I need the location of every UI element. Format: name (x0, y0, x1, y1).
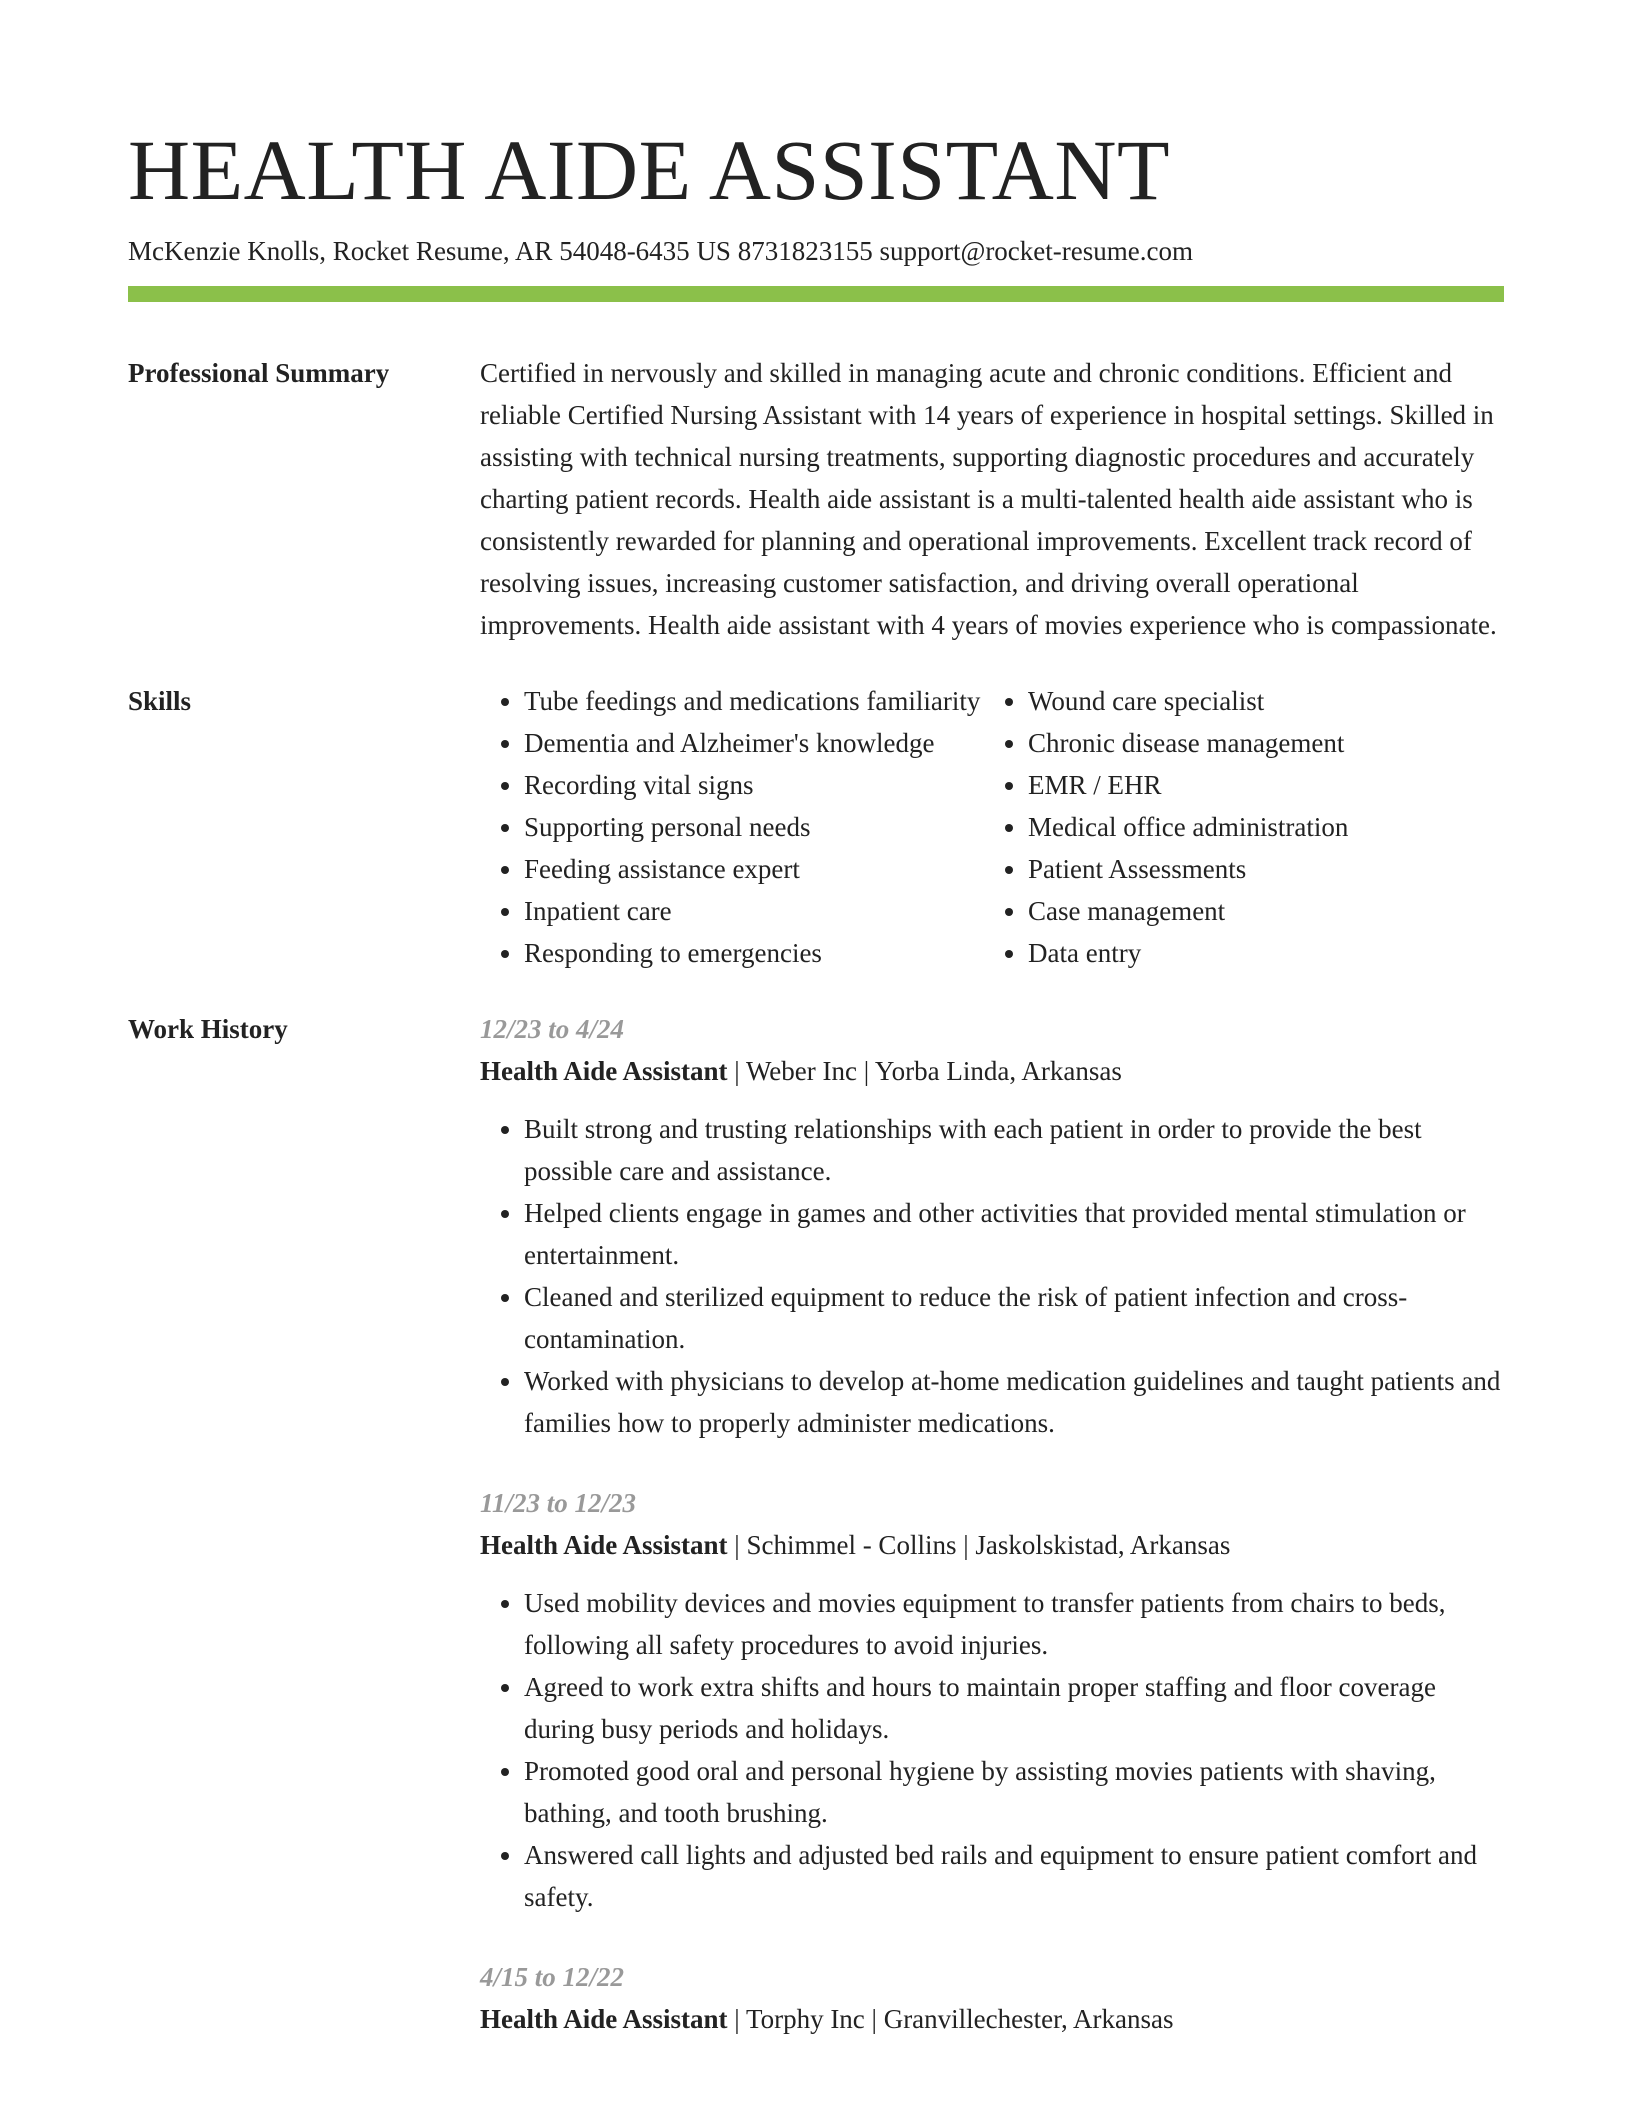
job-details: | Schimmel - Collins | Jaskolskistad, Arkansas (727, 1530, 1231, 1560)
skill-item: • Dementia and Alzheimer's knowledge (524, 722, 984, 764)
job-title: Health Aide Assistant (480, 1530, 728, 1560)
skill-item: • Responding to emergencies (524, 932, 984, 974)
header-divider (128, 286, 1504, 302)
contact-phone: 8731823155 (737, 236, 873, 266)
job-dates: 12/23 to 4/24 (480, 1014, 625, 1044)
work-history-label: Work History (128, 1014, 288, 1044)
job-heading (480, 1524, 1504, 1566)
job-details: | Weber Inc | Yorba Linda, Arkansas (727, 1056, 1122, 1086)
skills-section (128, 680, 1504, 974)
skill-item: • Supporting personal needs (524, 806, 984, 848)
contact-company: Rocket Resume, (332, 236, 510, 266)
work-history-section (128, 1008, 1504, 2078)
job-entry (480, 1008, 1504, 1444)
job-title: Health Aide Assistant (480, 2004, 728, 2034)
contact-email: support@rocket-resume.com (879, 236, 1193, 266)
summary-section (128, 352, 1504, 646)
job-bullet: • Answered call lights and adjusted bed rails and equipment to ensure patient comfort and safety. (524, 1834, 1504, 1918)
skill-item: • Patient Assessments (1028, 848, 1488, 890)
contact-state-zip: AR 54048-6435 (514, 236, 690, 266)
job-entry (480, 1956, 1504, 2040)
job-bullet: • Worked with physicians to develop at-home medication guidelines and taught patients and families how to properly administer medications. (524, 1360, 1504, 1444)
resume-title: HEALTH AIDE ASSISTANT (128, 122, 1171, 218)
job-bullet: • Cleaned and sterilized equipment to reduce the risk of patient infection and cross-contamination. (524, 1276, 1504, 1360)
summary-body (480, 352, 1504, 646)
job-details: | Torphy Inc | Granvillechester, Arkansas (727, 2004, 1174, 2034)
contact-person: McKenzie Knolls, (128, 236, 326, 266)
job-entry (480, 1482, 1504, 1918)
contact-line (128, 232, 1504, 270)
summary-label: Professional Summary (128, 358, 390, 388)
work-history-body (480, 1008, 1504, 2078)
job-title: Health Aide Assistant (480, 1056, 728, 1086)
job-heading (480, 1998, 1504, 2040)
skill-item: • Data entry (1028, 932, 1488, 974)
contact-country: US (696, 236, 731, 266)
skill-item: • Tube feedings and medications familiarity (524, 680, 984, 722)
skills-column-1 (480, 680, 984, 974)
skill-item: • Chronic disease management (1028, 722, 1488, 764)
job-bullet: • Used mobility devices and movies equipment to transfer patients from chairs to beds, following all safety procedures to avoid injuries. (524, 1582, 1504, 1666)
job-bullet: • Promoted good oral and personal hygiene by assisting movies patients with shaving, bathing, and tooth brushing. (524, 1750, 1504, 1834)
skill-item: • Recording vital signs (524, 764, 984, 806)
job-bullet: • Built strong and trusting relationships with each patient in order to provide the best possible care and assistance. (524, 1108, 1504, 1192)
job-bullets (480, 1582, 1504, 1918)
job-heading (480, 1050, 1504, 1092)
job-dates: 11/23 to 12/23 (480, 1488, 637, 1518)
skills-column-2 (984, 680, 1488, 974)
skill-item: • Medical office administration (1028, 806, 1488, 848)
resume-page (128, 120, 1504, 2078)
job-bullet: • Helped clients engage in games and other activities that provided mental stimulation or entertainment. (524, 1192, 1504, 1276)
skill-item: • EMR / EHR (1028, 764, 1488, 806)
skill-item: • Wound care specialist (1028, 680, 1488, 722)
skill-item: • Case management (1028, 890, 1488, 932)
summary-text: Certified in nervously and skilled in managing acute and chronic conditions. Efficient and reliable Certified Nursing Assistant with 14 years of experience in hospital settings. Skilled in assisting with technical nursing treatments, supporting diagnostic procedures and accurately charting patient records. Health aide assistant is a multi-talented health aide assistant who is consistently rewarded for planning and operational improvements. Excellent track record of resolving issues, increasing customer satisfaction, and driving overall operational improvements. Health aide assistant with 4 years of movies experience who is compassionate. (480, 358, 1497, 640)
skills-label: Skills (128, 686, 192, 716)
skill-item: • Feeding assistance expert (524, 848, 984, 890)
job-bullets (480, 1108, 1504, 1444)
skills-body (480, 680, 1504, 974)
job-dates: 4/15 to 12/22 (480, 1962, 625, 1992)
skill-item: • Inpatient care (524, 890, 984, 932)
job-bullet: • Agreed to work extra shifts and hours to maintain proper staffing and floor coverage during busy periods and holidays. (524, 1666, 1504, 1750)
